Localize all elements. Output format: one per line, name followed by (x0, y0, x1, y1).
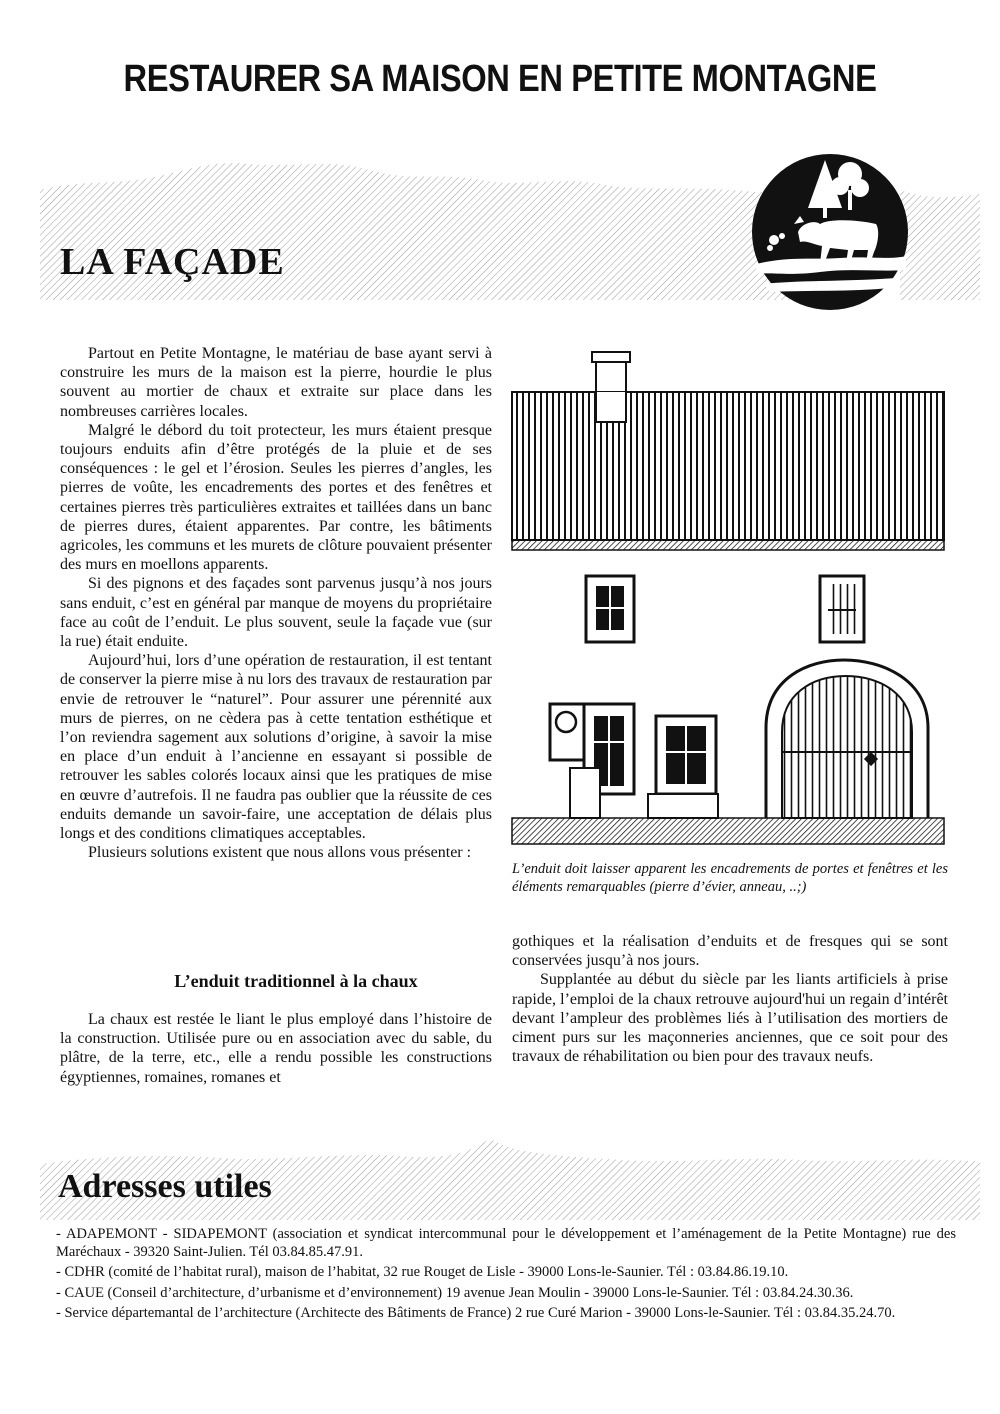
paragraph: La chaux est restée le liant le plus employé dans l’histoire de la construction. Utilisée pure ou en association avec du sable, du plâtre, de la terre, etc., elle a rendu possible les constructions égyptiennes, romaines, romanes et (60, 1011, 492, 1086)
mountain-cow-logo-icon (750, 152, 910, 312)
paragraph: Aujourd’hui, lors d’une opération de restauration, il est tentant de conserver la pierre mise à nu lors des travaux de restauration par envie de retrouver le “naturel”. Pour assurer une pérennité aux murs de pierres, on ne cèdera pas à cette tentation esthétique et l’on reviendra sagement aux solutions d’origine, à savoir la mise en place d’un enduit à l’ancienne en essayant si possible de retrouver les sables colorés locaux ainsi que les pratiques de mise en œuvre d’autrefois. Il ne faudra pas oublier que la réussite de ces enduits demande un savoir-faire, une acceptation de délais plus longs et des conditions climatiques acceptables. (60, 652, 492, 843)
list-item: - ADAPEMONT - SIDAPEMONT (association et syndicat intercommunal pour le développement et l’aménagement de la Petite Montagne) rue des Maréchaux - 39320 Saint-Julien. Tél 03.84.85.47.91. (56, 1226, 956, 1260)
body-left-column (60, 344, 492, 862)
paragraph: gothiques et la réalisation d’enduits et de fresques qui se sont conservées jusqu’à nos jours. (512, 933, 948, 970)
body-left-bottom (60, 1010, 492, 1087)
list-item: - CAUE (Conseil d’architecture, d’urbanisme et d’environnement) 19 avenue Jean Moulin - 39000 Lons-le-Saunier. Tél : 03.84.24.30.36. (56, 1284, 854, 1301)
page-title: RESTAURER SA MAISON EN PETITE MONTAGNE (123, 58, 877, 100)
body-right-column (512, 932, 948, 1066)
paragraph: Malgré le débord du toit protecteur, les murs étaient presque toujours enduits afin d’être protégés de la pluie et de ses conséquences : le gel et l’érosion. Seules les pierres d’angles, les pierres de voûte, les encadrements des portes et des fenêtres et certaines pierres très particulières extraites et taillées dans un banc de pierres dures, étaient apparentes. Par contre, les bâtiments agricoles, les communs et les murets de clôture pouvaient présenter des murs en moellons apparents. (60, 421, 492, 574)
paragraph: Plusieurs solutions existent que nous allons vous présenter : (88, 844, 472, 862)
paragraph: Si des pignons et des façades sont parvenus jusqu’à nos jours sans enduit, c’est en général par manque de moyens du propriétaire face au coût de l’enduit. Le plus souvent, seule la façade vue (sur la rue) était enduite. (60, 575, 492, 651)
subheading: L’enduit traditionnel à la chaux (174, 971, 418, 991)
section-title: LA FAÇADE (60, 241, 285, 283)
paragraph: Partout en Petite Montagne, le matériau de base ayant servi à construire les murs de la maison est la pierre, hourdie le plus souvent au mortier de chaux et extraite sur place dans les nombreuses carrières locales. (60, 345, 492, 420)
figure-caption: L’enduit doit laisser apparent les encadrements de portes et fenêtres et les éléments remarquables (pierre d’évier, anneau, ..;) (512, 861, 948, 895)
addresses-list (56, 1226, 956, 1326)
house-facade-drawing-icon (508, 348, 948, 848)
list-item: - CDHR (comité de l’habitat rural), maison de l’habitat, 32 rue Rouget de Lisle - 39000 Lons-le-Saunier. Tél : 03.84.86.19.10. (56, 1264, 789, 1280)
addresses-title: Adresses utiles (58, 1168, 272, 1205)
paragraph: Supplantée au début du siècle par les liants artificiels à prise rapide, l’emploi de la chaux retrouve aujourd'hui un regain d’intérêt devant l’ampleur des problèmes liés à l’utilisation des mortiers de ciment purs sur les maçonneries anciennes, que ce soit pour des travaux de réhabilitation ou bien pour des travaux neufs. (512, 971, 948, 1066)
list-item: - Service départemantal de l’architecture (Architecte des Bâtiments de France) 2 rue Curé Marion - 39000 Lons-le-Saunier. Tél : 03.84.35.24.70. (56, 1305, 896, 1321)
